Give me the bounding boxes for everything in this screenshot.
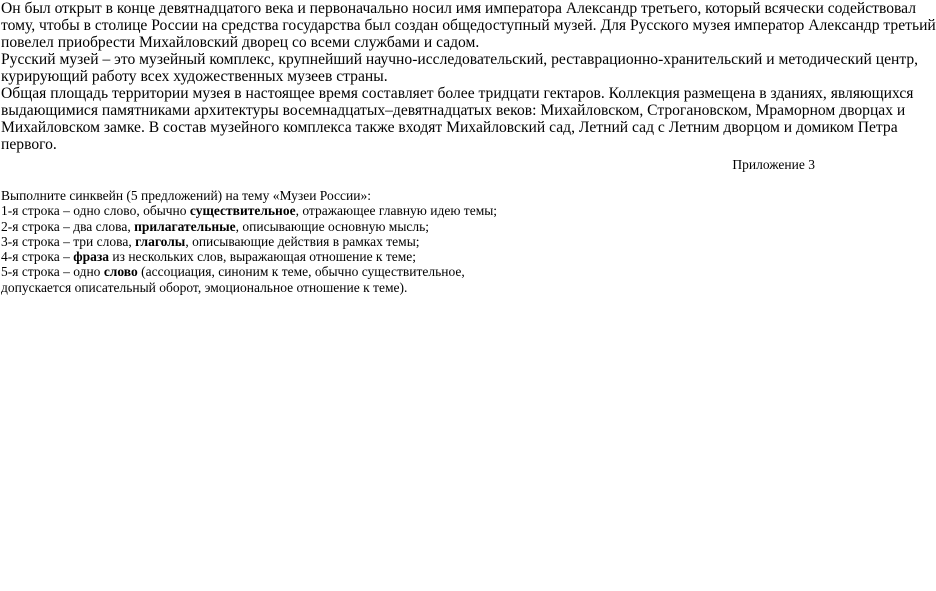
task-line-4 [1, 249, 816, 264]
task-line-text: , описывающие действия в рамках темы; [185, 233, 420, 249]
text-line: повелел приобрести Михайловский дворец со всеми службами и садом. [1, 34, 480, 51]
text-line: первого. [1, 136, 57, 153]
text-line: Общая площадь территории музея в настоящее время составляет более тридцати гектаров. Коллекция размещена в зданиях, являющихся [1, 85, 914, 102]
task-line-5 [1, 264, 816, 279]
text-line: Русский музей – это музейный комплекс, крупнейший научно-исследовательский, реставрационно-хранительский и методический центр, [1, 51, 919, 68]
paragraph-history [0, 0, 936, 51]
text-line: курирующий работу всех художественных музеев страны. [1, 68, 388, 85]
task-intro: Выполните синквейн (5 предложений) на тему «Музеи России»: [1, 188, 371, 203]
text-line: тому, чтобы в столице России на средства государства был создан общедоступный музей. Для Русского музея император Александр третьий [1, 17, 936, 34]
task-line-text: , отражающее главную идею темы; [295, 203, 498, 219]
task-line-text: 4-я строка – [1, 249, 74, 265]
appendix-label: Приложение 3 [732, 157, 815, 172]
task-keyword: прилагательные [134, 218, 236, 234]
task-line-text: (ассоциация, синоним к теме, обычно существительное, [137, 264, 465, 280]
task-line-1 [1, 203, 816, 218]
task-line-6: допускается описательный оборот, эмоциональное отношение к теме). [1, 279, 408, 295]
task-keyword: слово [103, 264, 138, 280]
task-line-text: 3-я строка – три слова, [1, 233, 136, 249]
task-line-text: , описывающие основную мысль; [235, 218, 430, 234]
task-line-2 [1, 219, 816, 234]
task-line-text: 2-я строка – два слова, [1, 218, 135, 234]
task-line-3 [1, 234, 816, 249]
text-line: Михайловском замке. В состав музейного комплекса также входят Михайловский сад, Летний сад с Летним дворцом и домиком Петра [1, 119, 898, 136]
task-line-text: из нескольких слов, выражающая отношение к теме; [109, 249, 417, 265]
task-instructions [0, 188, 816, 295]
task-keyword: существительное [189, 203, 296, 219]
text-line: выдающимися памятниками архитектуры восемнадцатых–девятнадцатых веков: Михайловском, Строгановском, Мраморном дворцах и [1, 102, 906, 119]
task-line-text: 5-я строка – одно [1, 264, 104, 280]
task-keyword: глаголы [135, 233, 186, 249]
paragraph-territory [0, 85, 914, 153]
text-line: Он был открыт в конце девятнадцатого века и первоначально носил имя императора Александр третьего, который всячески содействовал [1, 0, 916, 17]
task-keyword: фраза [73, 249, 110, 265]
paragraph-museum-complex [0, 51, 919, 85]
task-line-text: 1-я строка – одно слово, обычно [1, 203, 190, 219]
